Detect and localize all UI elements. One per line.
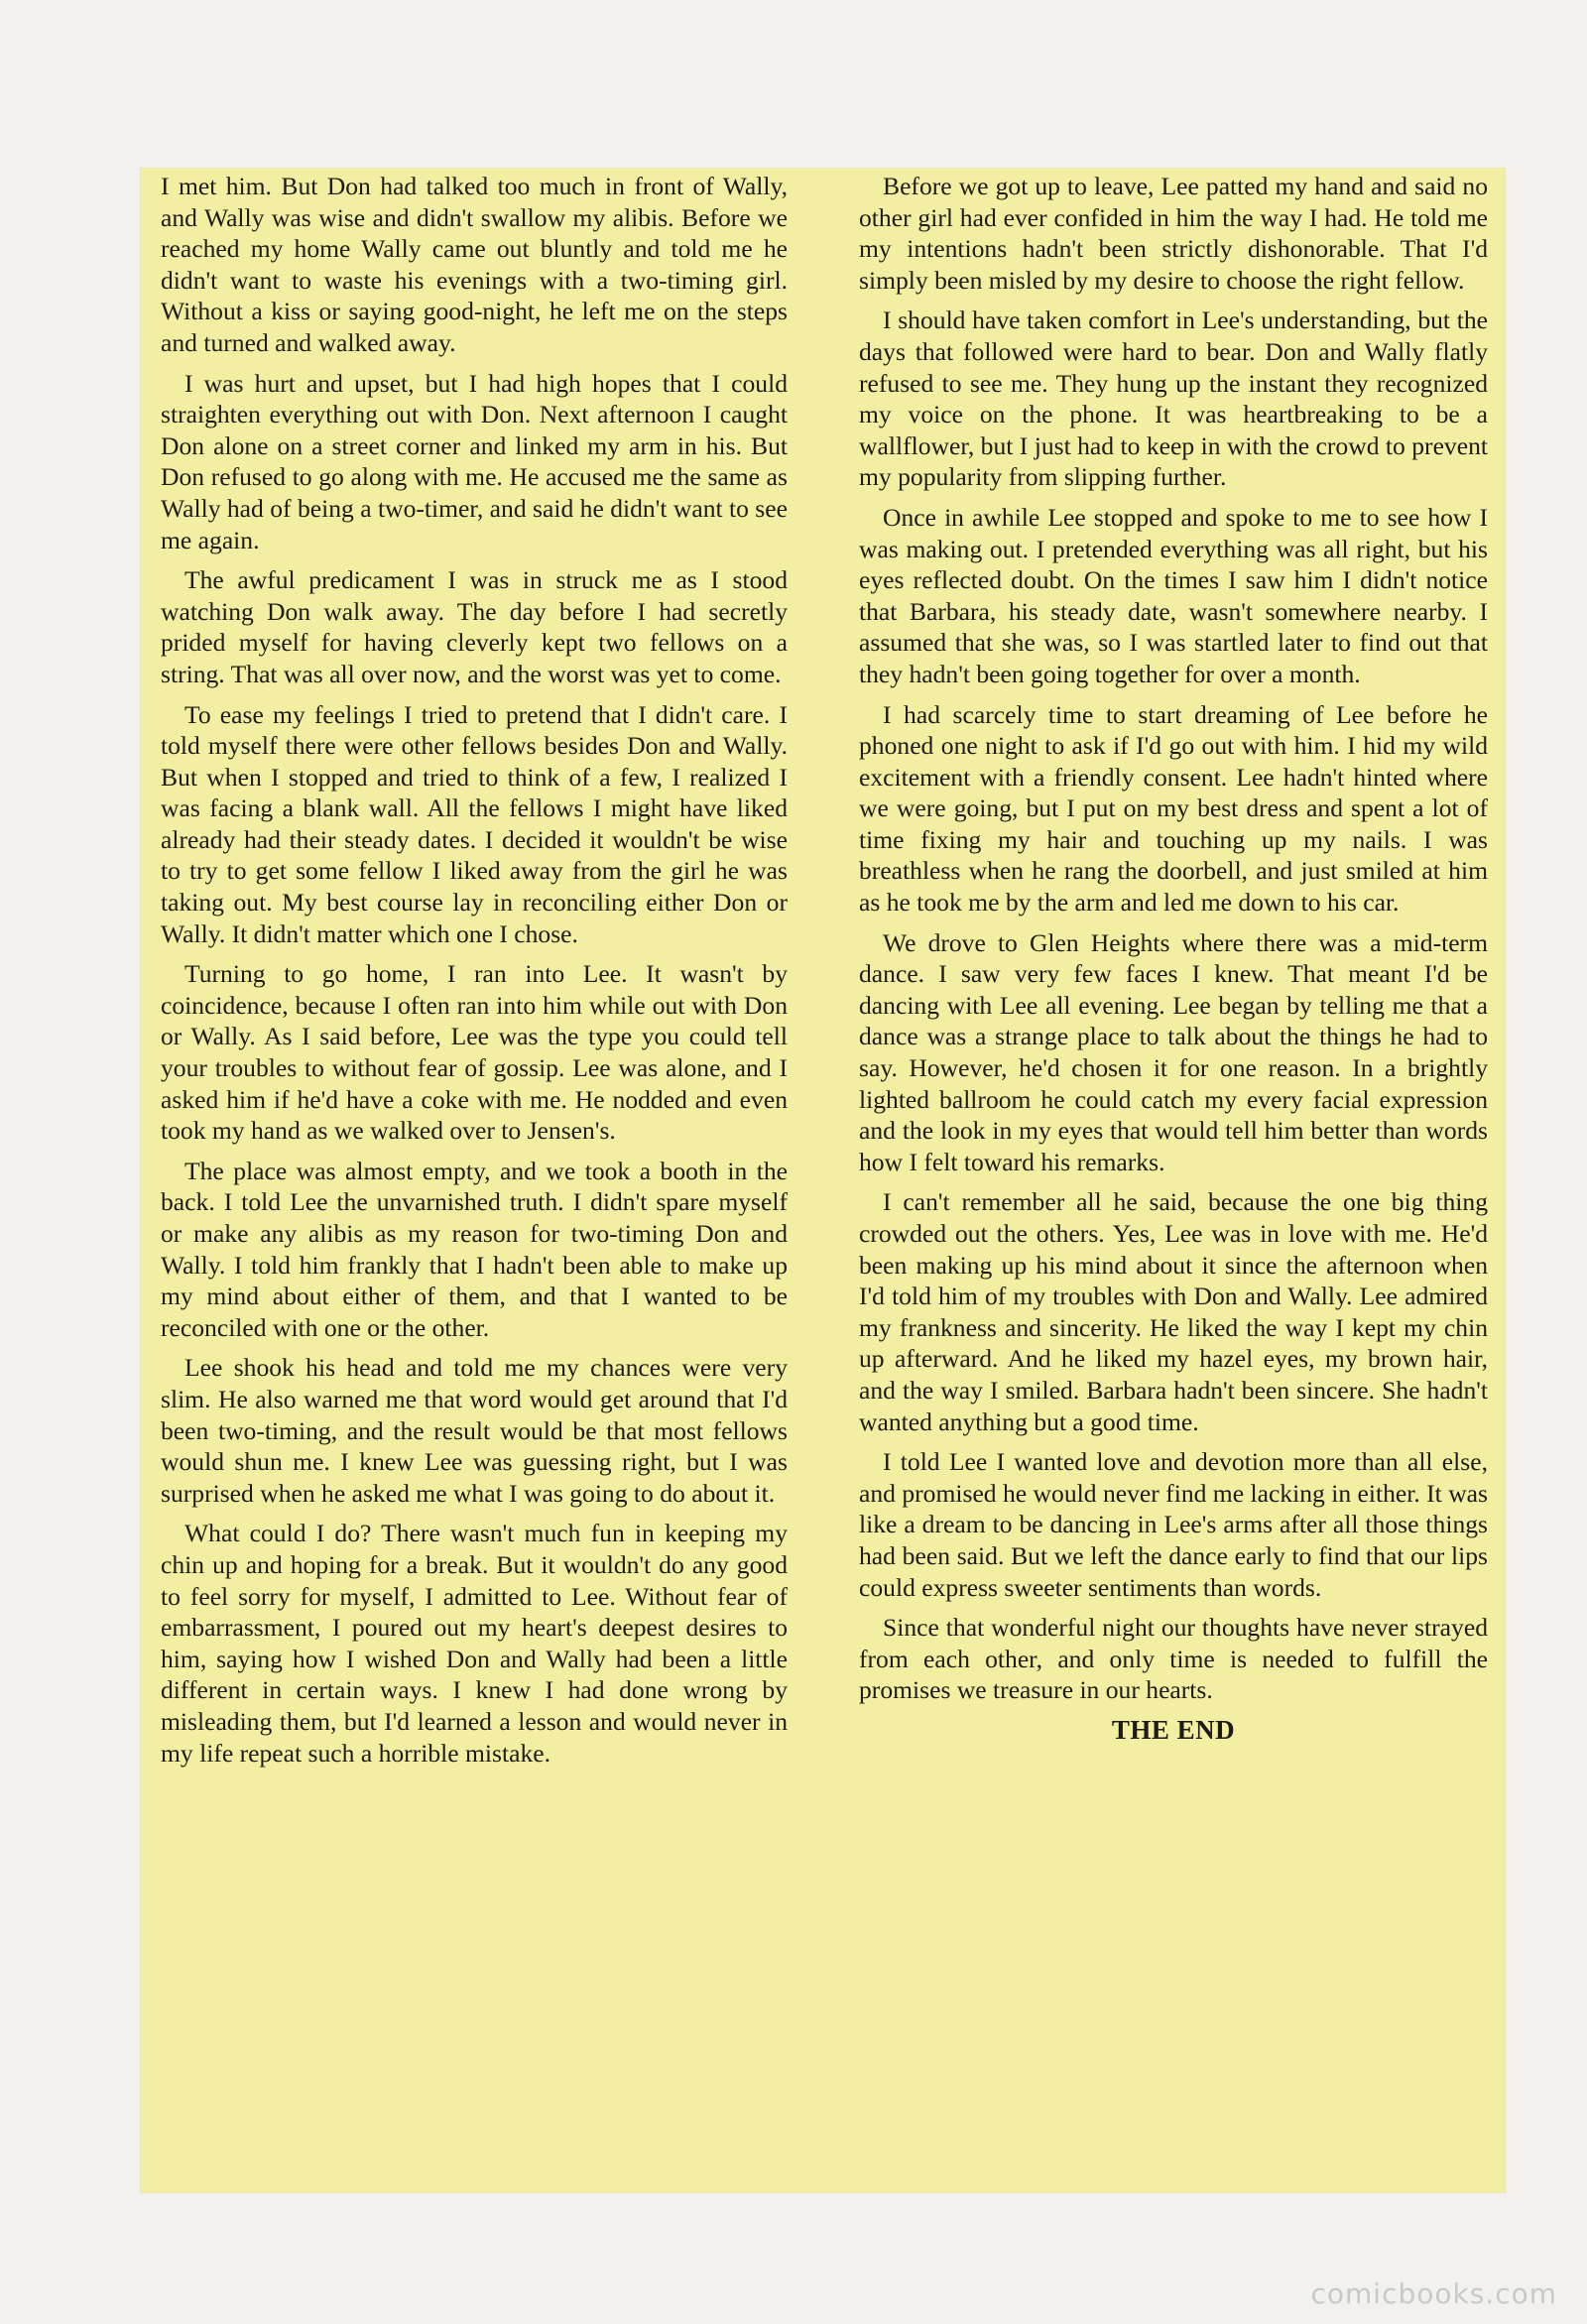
left-text-column bbox=[161, 171, 788, 1777]
paragraph: The place was almost empty, and we took a booth in the back. I told Lee the unvarnished truth. I didn't spare myself or make any alibis as my reason for two-timing Don and Wally. I told him frankly that I hadn't been able to make up my mind about either of them, and that I wanted to be reconciled with one or the other. bbox=[161, 1156, 788, 1342]
paragraph: The awful predicament I was in struck me as I stood watching Don walk away. The day before I had secretly prided myself for having cleverly kept two fellows on a string. That was all over now, and the worst was yet to come. bbox=[161, 565, 788, 688]
paragraph: I was hurt and upset, but I had high hopes that I could straighten everything out with Don. Next afternoon I caught Don alone on a street corner and linked my arm in his. But Don refused to go along with me. He accused me the same as Wally had of being a two-timer, and said he didn't want to see me again. bbox=[161, 368, 788, 554]
paragraph: I can't remember all he said, because the one big thing crowded out the others. Yes, Lee was in love with me. He'd been making up his mind about it since the afternoon when I'd told him of my troubles with Don and Wally. Lee admired my frankness and sincerity. He liked the way I kept my chin up afterward. And he liked my hazel eyes, my brown hair, and the way I smiled. Barbara hadn't been sincere. She hadn't wanted anything but a good time. bbox=[859, 1187, 1488, 1436]
paragraph: Turning to go home, I ran into Lee. It wasn't by coincidence, because I often ran into him while out with Don or Wally. As I said before, Lee was the type you could tell your troubles to without fear of gossip. Lee was alone, and I asked him if he'd have a coke with me. He nodded and even took my hand as we walked over to Jensen's. bbox=[161, 959, 788, 1146]
paragraph: Lee shook his head and told me my chances were very slim. He also warned me that word would get around that I'd been two-timing, and the result would be that most fellows would shun me. I knew Lee was guessing right, but I was surprised when he asked me what I was going to do about it. bbox=[161, 1353, 788, 1508]
paragraph: I had scarcely time to start dreaming of Lee before he phoned one night to ask if I'd go out with him. I hid my wild excitement with a friendly consent. Lee hadn't hinted where we were going, but I put on my best dress and spent a lot of time fixing my hair and touching up my nails. I was breathless when he rang the doorbell, and just smiled at him as he took me by the arm and led me down to his car. bbox=[859, 699, 1488, 917]
paragraph: To ease my feelings I tried to pretend that I didn't care. I told myself there were other fellows besides Don and Wally. But when I stopped and tried to think of a few, I realized I was facing a blank wall. All the fellows I might have liked already had their steady dates. I decided it wouldn't be wise to try to get some fellow I liked away from the girl he was taking out. My best course lay in reconciling either Don or Wally. It didn't matter which one I chose. bbox=[161, 699, 788, 948]
right-text-column bbox=[859, 171, 1488, 1756]
paragraph: Once in awhile Lee stopped and spoke to me to see how I was making out. I pretended everything was all right, but his eyes reflected doubt. On the times I saw him I didn't notice that Barbara, his steady date, wasn't somewhere nearby. I assumed that she was, so I was startled later to find out that they hadn't been going together for over a month. bbox=[859, 502, 1488, 688]
the-end-heading: THE END bbox=[1111, 1714, 1236, 1745]
watermark-text: comicbooks.com bbox=[1310, 2277, 1557, 2310]
paragraph: We drove to Glen Heights where there was a mid-term dance. I saw very few faces I knew. That meant I'd be dancing with Lee all evening. Lee began by telling me that a dance was a strange place to talk about the things he had to say. However, he'd chosen it for one reason. In a brightly lighted ballroom he could catch my every facial expression and the look in my eyes that would tell him better than words how I felt toward his remarks. bbox=[859, 927, 1488, 1176]
paragraph: Before we got up to leave, Lee patted my hand and said no other girl had ever confided in him the way I had. He told me my intentions hadn't been strictly dishonorable. That I'd simply been misled by my desire to choose the right fellow. bbox=[859, 172, 1488, 295]
paragraph: What could I do? There wasn't much fun in keeping my chin up and hoping for a break. But it wouldn't do any good to feel sorry for myself, I admitted to Lee. Without fear of embarrassment, I poured out my heart's deepest desires to him, saying how I wished Don and Wally had been a little different in certain ways. I knew I had done wrong by misleading them, but I'd learned a lesson and would never in my life repeat such a horrible mistake. bbox=[161, 1519, 788, 1768]
paragraph: I should have taken comfort in Lee's understanding, but the days that followed were hard to bear. Don and Wally flatly refused to see me. They hung up the instant they recognized my voice on the phone. It was heartbreaking to be a wallflower, but I just had to keep in with the crowd to prevent my popularity from slipping further. bbox=[859, 306, 1488, 492]
paragraph: Since that wonderful night our thoughts have never strayed from each other, and only time is needed to fulfill the promises we treasure in our hearts. bbox=[859, 1613, 1488, 1705]
paragraph: I told Lee I wanted love and devotion more than all else, and promised he would never find me lacking in either. It was like a dream to be dancing in Lee's arms after all those things had been said. But we left the dance early to find that our lips could express sweeter sentiments than words. bbox=[859, 1447, 1488, 1602]
paragraph: I met him. But Don had talked too much in front of Wally, and Wally was wise and didn't swallow my alibis. Before we reached my home Wally came out bluntly and told me he didn't want to waste his evenings with a two-timing girl. Without a kiss or saying good-night, he left me on the steps and turned and walked away. bbox=[161, 172, 788, 357]
